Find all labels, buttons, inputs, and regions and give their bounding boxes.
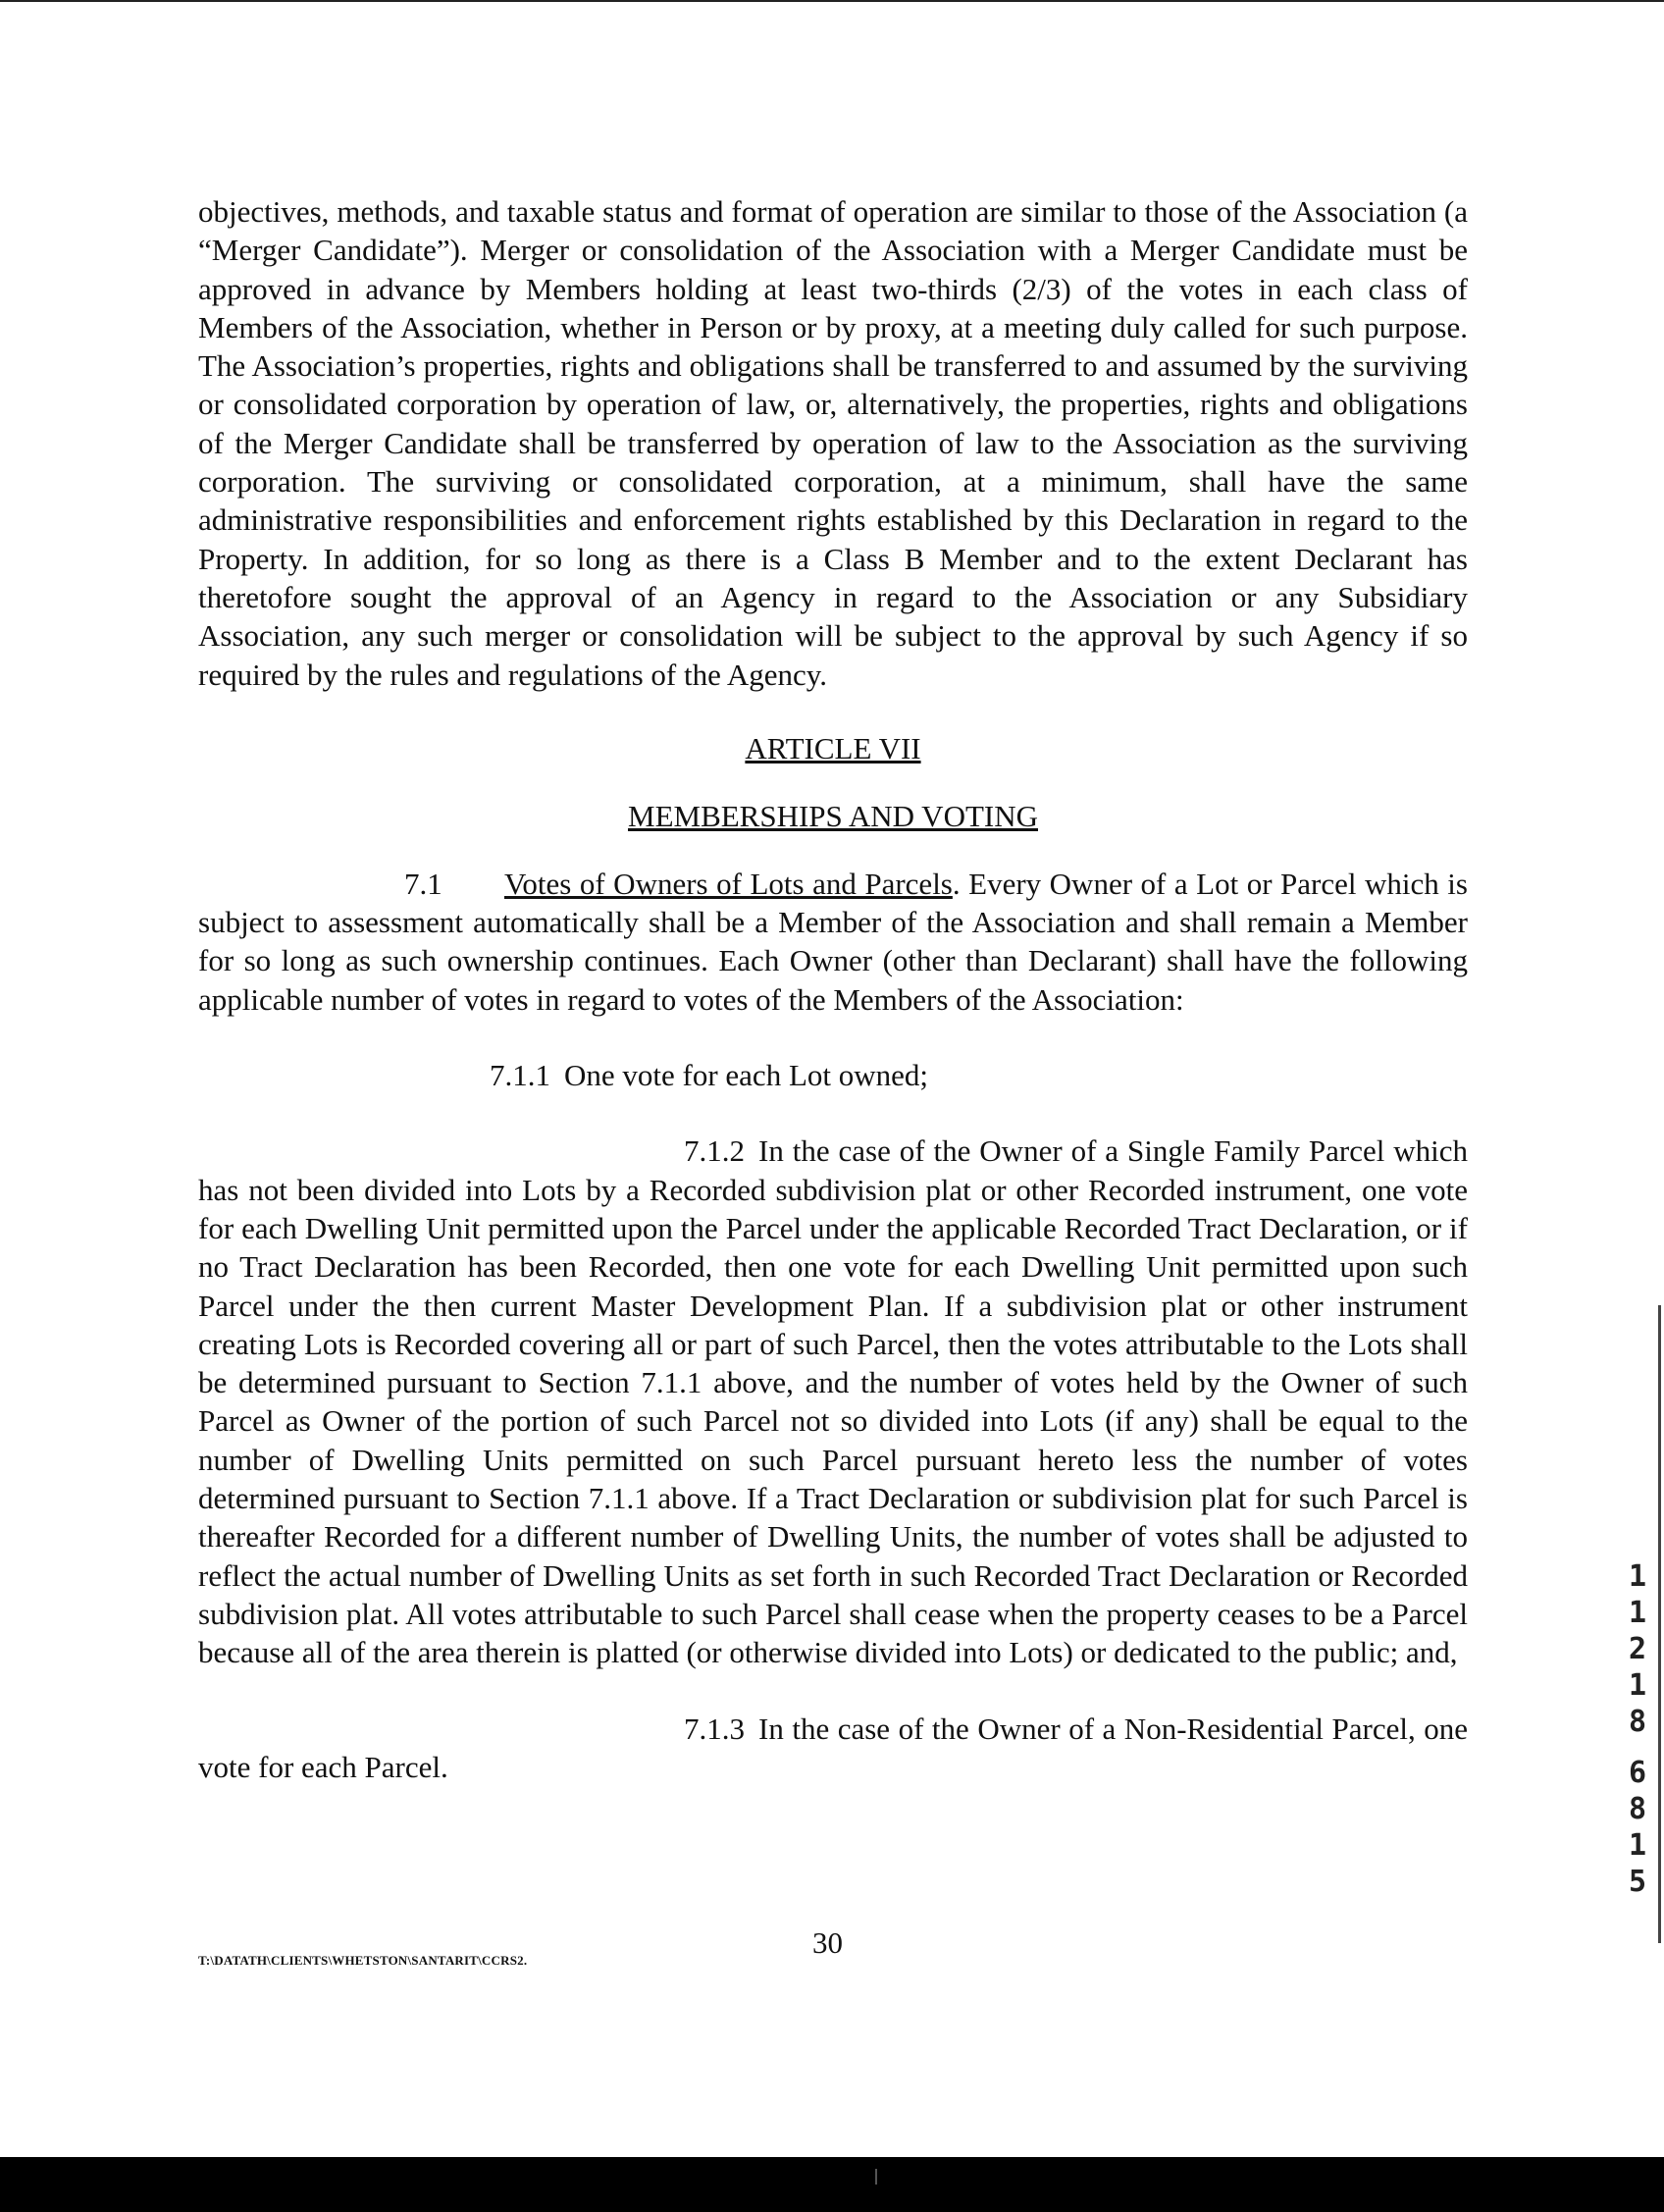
page-number: 30 xyxy=(812,1925,843,1960)
scan-top-edge xyxy=(0,0,1664,2)
section-7-1-2 xyxy=(198,1132,1468,1671)
section-7-1-3-text: In the case of the Owner of a Non-Residential Parcel, one vote for each Parcel. xyxy=(198,1711,1468,1784)
article-heading: ARTICLE VII xyxy=(745,730,921,765)
continuation-paragraph: objectives, methods, and taxable status and format of operation are similar to those of the Association (a “Merger Candidate”). Merger or consolidation of the Association with a Merger Candidate must be approved in advance by Members holding at least two-thirds (2/3) of the votes in each class of Members of the Association, whether in Person or by proxy, at a meeting duly called for such purpose. The Association’s properties, rights and obligations shall be transferred to and assumed by the surviving or consolidated corporation by operation of law, or, alternatively, the properties, rights and obligations of the Merger Candidate shall be transferred by operation of law to the Association as the surviving corporation. The surviving or consolidated corporation, at a minimum, shall have the same administrative responsibilities and enforcement rights established by this Declaration in regard to the Property. In addition, for so long as there is a Class B Member and to the extent Declarant has theretofore sought the approval of an Agency in regard to the Association or any Subsidiary Association, any such merger or consolidation will be subject to the approval by such Agency if so required by the rules and regulations of the Agency. xyxy=(198,194,1468,692)
stamp-digit: 8 xyxy=(1628,1705,1647,1739)
scan-right-edge-mark xyxy=(1658,1305,1661,1943)
stamp-digit: 6 xyxy=(1628,1756,1647,1790)
section-7-1-3 xyxy=(198,1710,1468,1787)
recording-stamp-top xyxy=(1621,1558,1654,1740)
section-7-1-1-number: 7.1.1 xyxy=(490,1058,550,1093)
section-7-1-2-text: In the case of the Owner of a Single Family Parcel which has not been divided into Lots by a Recorded subdivision plat or other Recorded instrument, one vote for each Dwelling Unit permitted upon the Parcel under the applicable Recorded Tract Declaration, or if no Tract Declaration has been Recorded, then one vote for each Dwelling Unit permitted upon such Parcel under the then current Master Development Plan. If a subdivision plat or other instrument creating Lots is Recorded covering all or part of such Parcel, then the votes attributable to the Lots shall be determined pursuant to Section 7.1.1 above, and the number of votes held by the Owner of such Parcel as Owner of the portion of such Parcel not so divided into Lots (if any) shall be equal to the number of Dwelling Units permitted on such Parcel pursuant hereto less the number of votes determined pursuant to Section 7.1.1 above. If a Tract Declaration or subdivision plat for such Parcel is thereafter Recorded for a different number of Dwelling Units, the number of votes shall be adjusted to reflect the actual number of Dwelling Units as set forth in such Recorded Tract Declaration or Recorded subdivision plat. All votes attributable to such Parcel shall cease when the property ceases to be a Parcel because all of the area therein is platted (or otherwise divided into Lots) or dedicated to the public; and, xyxy=(198,1133,1468,1670)
stamp-digit: 1 xyxy=(1628,1828,1647,1863)
stamp-digit: 1 xyxy=(1628,1559,1647,1594)
footer-file-path: T:\DATATH\CLIENTS\WHETSTON\SANTARIT\CCRS2. xyxy=(198,1953,528,1968)
section-7-1 xyxy=(198,865,1468,1019)
scan-bottom-border xyxy=(0,2157,1664,2212)
stamp-digit: 1 xyxy=(1628,1596,1647,1630)
section-7-1-title: Votes of Owners of Lots and Parcels xyxy=(504,866,953,901)
section-7-1-2-number: 7.1.2 xyxy=(684,1133,745,1169)
scan-bottom-tick xyxy=(875,2169,877,2185)
stamp-digit: 8 xyxy=(1628,1792,1647,1826)
stamp-digit: 2 xyxy=(1628,1632,1647,1666)
stamp-digit: 1 xyxy=(1628,1668,1647,1703)
section-7-1-1-text: One vote for each Lot owned; xyxy=(564,1058,929,1093)
recording-stamp-bottom xyxy=(1621,1755,1654,1900)
stamp-digit: 5 xyxy=(1628,1865,1647,1899)
section-7-1-1 xyxy=(198,1056,1468,1094)
document-page xyxy=(198,192,1468,1786)
section-7-1-3-number: 7.1.3 xyxy=(684,1711,745,1746)
article-title: MEMBERSHIPS AND VOTING xyxy=(628,798,1038,833)
section-7-1-text: . Every Owner of a Lot or Parcel which is subject to assessment automatically shall be a Member of the Association and shall remain a Member for so long as such ownership continues. Each Owner (other than Declarant) shall have the following applicable number of votes in regard to votes of the Members of the Association: xyxy=(198,866,1468,1017)
section-7-1-number: 7.1 xyxy=(404,866,442,901)
